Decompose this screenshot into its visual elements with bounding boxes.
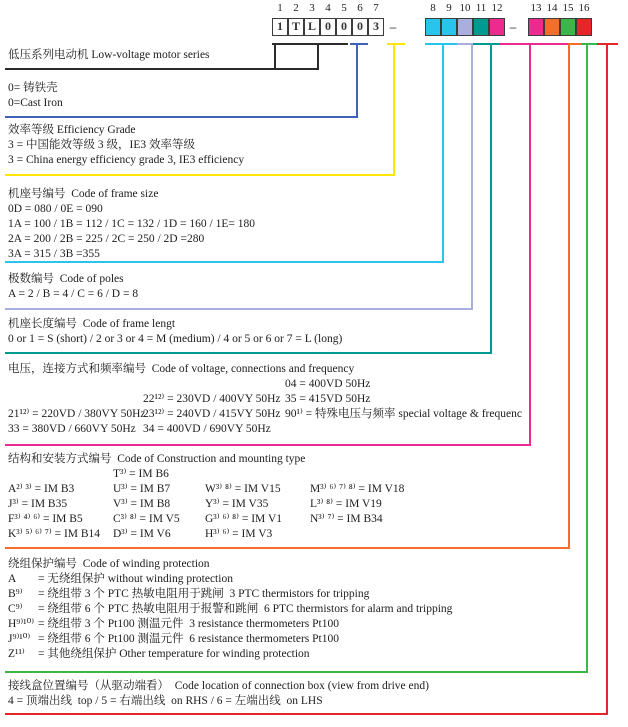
mounting-cell-3-3: N³⁾ ⁷⁾ = IM B34: [310, 513, 383, 525]
efficiency-line-en: 3 = China energy efficiency grade 3, IE3 efficiency: [8, 154, 245, 166]
tick-casing: [350, 43, 368, 45]
mounting-cell-3-1: C³⁾ ⁸⁾ = IM V5: [113, 513, 180, 525]
rail-frame-length: [490, 43, 492, 354]
underline-poles: [5, 308, 473, 310]
voltage-cell-1-2: 35 = 415VD 50Hz: [285, 393, 371, 405]
frame-size-row-2: 2A = 200 / 2B = 225 / 2C = 250 / 2D =280: [8, 233, 205, 245]
code-color-box-11: [473, 18, 489, 36]
mounting-cell-1-1: U³⁾ = IM B7: [113, 483, 171, 495]
mounting-cell-1-3: M³⁾ ⁶⁾ ⁷⁾ ⁸⁾ = IM V18: [310, 483, 405, 495]
mounting-cell-2-2: Y³⁾ = IM V35: [205, 498, 269, 510]
voltage-cell-3-0: 33 = 380VD / 660VY 50Hz: [8, 423, 136, 435]
position-label-14: 14: [546, 2, 558, 14]
tick-series: [272, 43, 348, 45]
mounting-cell-1-2: W³⁾ ⁸⁾ = IM V15: [205, 483, 281, 495]
section-series-title: 低压系列电动机 Low-voltage motor series: [8, 49, 210, 61]
winding-code-3: H⁹⁾¹⁰⁾: [8, 618, 35, 630]
tick-frame-size: [425, 43, 457, 45]
mounting-cell-3-0: F³⁾ ⁴⁾ ⁶⁾ = IM B5: [8, 513, 83, 525]
voltage-title: 电压，连接方式和频率编号 Code of voltage, connections and frequency: [8, 363, 355, 375]
position-label-16: 16: [578, 2, 590, 14]
mounting-cell-0-1: T³⁾ = IM B6: [113, 468, 169, 480]
position-label-3: 3: [309, 2, 315, 14]
connection-box-row: 4 = 顶端出线 top / 5 = 右端出线 on RHS / 6 = 左端出线 on LHS: [8, 695, 323, 707]
casing-line-zh: 0= 铸铁壳: [8, 82, 58, 94]
winding-desc-5: = 其他绕组保护 Other temperature for winding protection: [38, 648, 310, 660]
frame-length-title: 机座长度编号 Code of frame lengt: [8, 318, 176, 330]
winding-code-2: C⁹⁾: [8, 603, 23, 615]
mounting-title: 结构和安装方式编号 Code of Construction and mounting type: [8, 453, 306, 465]
underline-voltage: [5, 444, 531, 446]
tick-frame-length: [473, 43, 500, 45]
frame-size-row-0: 0D = 080 / 0E = 090: [8, 203, 103, 215]
rail-series-left: [274, 43, 276, 70]
poles-row: A = 2 / B = 4 / C = 6 / D = 8: [8, 288, 139, 300]
code-char-box-3: L: [304, 18, 320, 36]
tick-winding: [581, 43, 597, 45]
code-char-box-4: 0: [320, 18, 336, 36]
rail-frame-size: [442, 43, 444, 263]
voltage-cell-2-2: 90¹⁾ = 特殊电压与频率 special voltage & frequenc: [285, 408, 522, 420]
voltage-cell-0-2: 04 = 400VD 50Hz: [285, 378, 371, 390]
code-color-box-9: [441, 18, 457, 36]
position-label-13: 13: [530, 2, 542, 14]
connection-box-title: 接线盒位置编号（从驱动端看） Code location of connection box (view from drive end): [8, 680, 429, 692]
rail-series: [317, 43, 319, 70]
winding-desc-0: = 无绕组保护 without winding protection: [38, 573, 233, 585]
position-label-4: 4: [325, 2, 331, 14]
underline-connection: [5, 713, 608, 715]
winding-code-4: J⁹⁾¹⁰⁾: [8, 633, 31, 645]
winding-desc-4: = 绕组带 6 个 Pt100 测温元件 6 resistance thermometers Pt100: [38, 633, 339, 645]
position-label-11: 11: [475, 2, 487, 14]
separator-dash-1: –: [389, 19, 397, 34]
code-color-box-12: [489, 18, 505, 36]
underline-casing: [5, 116, 358, 118]
underline-winding: [5, 671, 588, 673]
separator-dash-2: –: [509, 19, 517, 34]
code-color-box-15: [560, 18, 576, 36]
frame-length-row: 0 or 1 = S (short) / 2 or 3 or 4 = M (medium) / 4 or 5 or 6 or 7 = L (long): [8, 333, 343, 345]
mounting-cell-2-3: L³⁾ ⁸⁾ = IM V19: [310, 498, 382, 510]
rail-connection: [606, 43, 608, 715]
mounting-cell-2-0: J³⁾ = IM B35: [8, 498, 68, 510]
voltage-cell-1-1: 22¹²⁾ = 230VD / 400VY 50Hz: [143, 393, 281, 405]
mounting-cell-4-2: H³⁾ ⁶⁾ = IM V3: [205, 528, 273, 540]
position-label-10: 10: [459, 2, 471, 14]
position-label-12: 12: [491, 2, 503, 14]
mounting-cell-2-1: V³⁾ = IM B8: [113, 498, 171, 510]
tick-efficiency: [387, 43, 405, 45]
mounting-cell-1-0: A²⁾ ³⁾ = IM B3: [8, 483, 75, 495]
voltage-cell-2-1: 23¹²⁾ = 240VD / 415VY 50Hz: [143, 408, 281, 420]
rail-efficiency: [393, 43, 395, 176]
code-char-box-5: 0: [336, 18, 352, 36]
code-color-box-13: [528, 18, 544, 36]
winding-desc-3: = 绕组带 3 个 Pt100 测温元件 3 resistance thermometers Pt100: [38, 618, 339, 630]
code-color-box-16: [576, 18, 592, 36]
efficiency-line-zh: 3 = 中国能效等级 3 级，IE3 效率等级: [8, 139, 195, 151]
code-color-box-14: [544, 18, 560, 36]
code-char-box-6: 0: [352, 18, 368, 36]
code-color-box-10: [457, 18, 473, 36]
code-char-box-2: T: [288, 18, 304, 36]
position-label-2: 2: [293, 2, 299, 14]
rail-casing: [356, 43, 358, 118]
position-label-9: 9: [446, 2, 452, 14]
position-label-5: 5: [341, 2, 347, 14]
rail-winding: [586, 43, 588, 673]
winding-desc-1: = 绕组带 3 个 PTC 热敏电阻用于跳闸 3 PTC thermistors for tripping: [38, 588, 370, 600]
code-color-box-8: [425, 18, 441, 36]
code-char-box-7: 3: [368, 18, 384, 36]
underline-efficiency: [5, 174, 395, 176]
frame-size-title: 机座号编号 Code of frame size: [8, 188, 159, 200]
position-label-1: 1: [277, 2, 283, 14]
position-label-7: 7: [373, 2, 379, 14]
position-label-8: 8: [430, 2, 436, 14]
frame-size-row-1: 1A = 100 / 1B = 112 / 1C = 132 / 1D = 160 / 1E= 180: [8, 218, 255, 230]
casing-line-en: 0=Cast Iron: [8, 97, 63, 109]
winding-code-5: Z¹¹⁾: [8, 648, 25, 660]
code-char-box-1: 1: [272, 18, 288, 36]
tick-voltage: [500, 43, 568, 45]
frame-size-row-3: 3A = 315 / 3B =355: [8, 248, 100, 260]
underline-mounting: [5, 547, 570, 549]
underline-frame-length: [5, 352, 492, 354]
position-label-6: 6: [357, 2, 363, 14]
rail-mounting: [568, 43, 570, 549]
mounting-cell-3-2: G³⁾ ⁶⁾ ⁸⁾ = IM V1: [205, 513, 283, 525]
efficiency-title: 效率等级 Efficiency Grade: [8, 124, 136, 136]
mounting-cell-4-1: D³⁾ = IM V6: [113, 528, 171, 540]
rail-voltage: [529, 43, 531, 446]
voltage-cell-2-0: 21¹²⁾ = 220VD / 380VY 50Hz: [8, 408, 146, 420]
poles-title: 极数编号 Code of poles: [8, 273, 124, 285]
winding-code-0: A: [8, 573, 17, 585]
position-label-15: 15: [562, 2, 574, 14]
rail-poles: [471, 43, 473, 310]
voltage-cell-3-1: 34 = 400VD / 690VY 50Hz: [143, 423, 271, 435]
winding-title: 绕组保护编号 Code of winding protection: [8, 558, 210, 570]
winding-desc-2: = 绕组带 6 个 PTC 热敏电阻用于报警和跳闸 6 PTC thermistors for alarm and tripping: [38, 603, 453, 615]
mounting-cell-4-0: K³⁾ ⁵⁾ ⁶⁾ ⁷⁾ = IM B14: [8, 528, 101, 540]
underline-series: [5, 68, 319, 70]
winding-code-1: B⁹⁾: [8, 588, 23, 600]
